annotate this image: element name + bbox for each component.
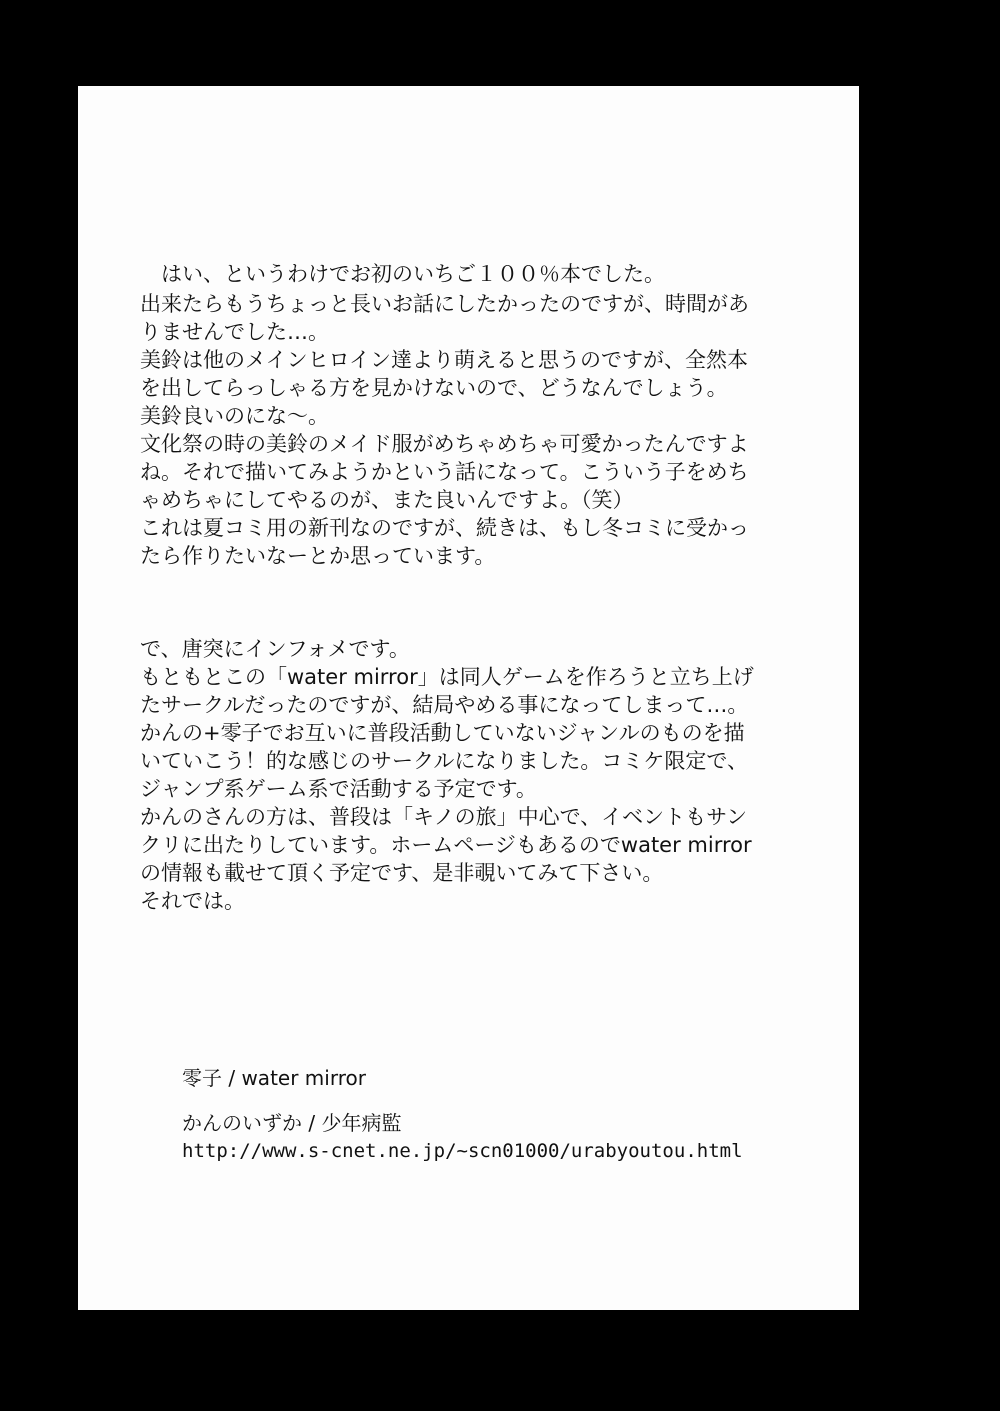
text-line: 文化祭の時の美鈴のメイド服がめちゃめちゃ可愛かったんですよ bbox=[140, 432, 749, 456]
text-line: たら作りたいなーとか思っています。 bbox=[140, 544, 496, 568]
text-line: はい、というわけでお初のいちご１００％本でした。 bbox=[140, 262, 665, 286]
text-line: クリに出たりしています。ホームページもあるのでwater mirror bbox=[140, 833, 752, 857]
text-line: かんの+零子でお互いに普段活動していないジャンルのものを描 bbox=[140, 721, 745, 745]
text-line: かんのさんの方は、普段は「キノの旅」中心で、イベントもサン bbox=[140, 805, 748, 829]
text-line: の情報も載せて頂く予定です、是非覗いてみて下さい。 bbox=[140, 861, 664, 885]
text-line: たサークルだったのですが、結局やめる事になってしまって…。 bbox=[140, 693, 749, 717]
text-line: ジャンプ系ゲーム系で活動する予定です。 bbox=[140, 777, 537, 801]
author-credit: 零子 / water mirror bbox=[182, 1066, 366, 1090]
text-line: りませんでした…。 bbox=[140, 320, 329, 344]
document-page bbox=[78, 86, 859, 1310]
text-line: を出してらっしゃる方を見かけないので、どうなんでしょう。 bbox=[140, 376, 728, 400]
text-line: いていこう！的な感じのサークルになりました。コミケ限定で、 bbox=[140, 749, 748, 773]
text-line: それでは。 bbox=[140, 889, 245, 913]
text-line: これは夏コミ用の新刊なのですが、続きは、もし冬コミに受かっ bbox=[140, 516, 749, 540]
author-credit: かんのいずか / 少年病監 bbox=[182, 1111, 402, 1135]
text-line: ゃめちゃにしてやるのが、また良いんですよ。（笑） bbox=[140, 488, 634, 512]
text-line: 美鈴は他のメインヒロイン達より萌えると思うのですが、全然本 bbox=[140, 348, 748, 372]
text-line: 出来たらもうちょっと長いお話にしたかったのですが、時間があ bbox=[140, 292, 749, 316]
text-line: もともとこの「water mirror」は同人ゲームを作ろうと立ち上げ bbox=[140, 665, 754, 689]
text-line: ね。それで描いてみようかという話になって。こういう子をめち bbox=[140, 460, 749, 484]
website-url: http://www.s-cnet.ne.jp/~scn01000/urabyoutou.html bbox=[182, 1140, 743, 1162]
text-line: 美鈴良いのにな～。 bbox=[140, 404, 329, 428]
text-line: で、唐突にインフォメです。 bbox=[140, 637, 410, 661]
